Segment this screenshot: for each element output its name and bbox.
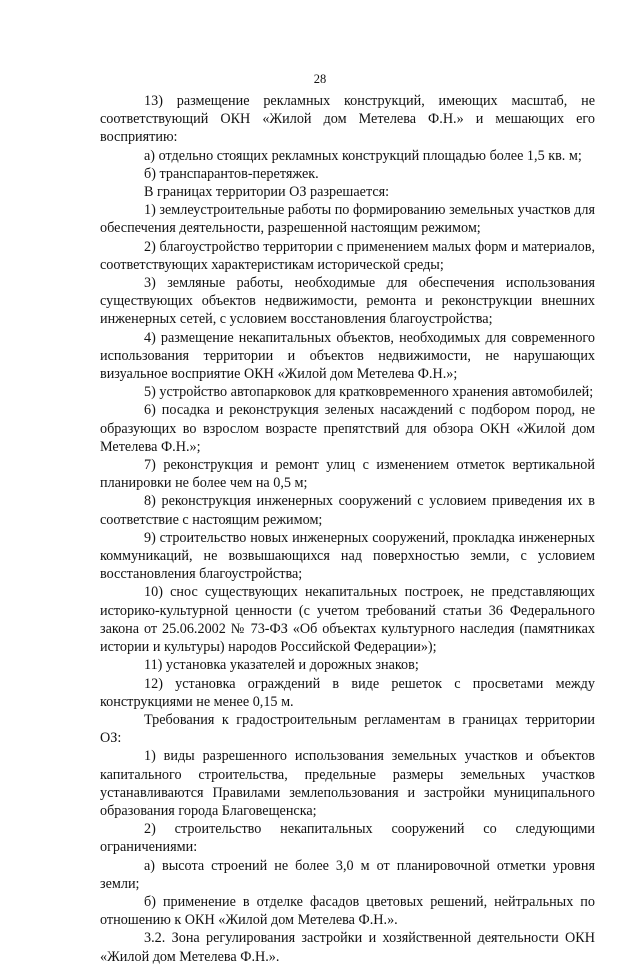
paragraph: 10) снос существующих некапитальных построек, не представляющих историко-культурной ценности (с учетом требований статьи 36 Федерального закона от 25.06.2002 № 73-ФЗ «Об объектах культурного наследия (памятниках истории и культуры) народов Российской Федерации»); [100,584,595,656]
paragraph: 13) размещение рекламных конструкций, имеющих масштаб, не соответствующий ОКН «Жилой дом Метелева Ф.Н.» и мешающих его восприятию: [100,93,595,146]
paragraph: а) отдельно стоящих рекламных конструкций площадью более 1,5 кв. м; [144,147,582,164]
paragraph: 8) реконструкция инженерных сооружений с условием приведения их в соответствие с настоящим режимом; [100,493,595,528]
paragraph: В границах территории ОЗ разрешается: [144,184,390,201]
paragraph: 6) посадка и реконструкция зеленых насаждений с подбором пород, не образующих во взрослом возрасте препятствий для обзора ОКН «Жилой дом Метелева Ф.Н.»; [100,402,595,455]
paragraph: 11) установка указателей и дорожных знаков; [144,657,419,674]
paragraph: 1) виды разрешенного использования земельных участков и объектов капитального строительства, предельные размеры земельных участков устанавливаются Правилами землепользования и застройки муниципального образования города Благовещенска; [100,748,595,819]
paragraph: 4) размещение некапитальных объектов, необходимых для современного использования территории и объектов недвижимости, не нарушающих визуальное восприятие ОКН «Жилой дом Метелева Ф.Н.»; [100,329,595,383]
paragraph: Требования к градостроительным регламентам в границах территории ОЗ: [100,711,595,747]
paragraph: а) высота строений не более 3,0 м от планировочной отметки уровня земли; [100,857,595,892]
paragraph: 2) строительство некапитальных сооружений со следующими ограничениями: [100,821,595,856]
paragraph: б) применение в отделке фасадов цветовых решений, нейтральных по отношению к ОКН «Жилой дом Метелева Ф.Н.». [100,893,595,929]
page-number: 28 [313,72,327,86]
paragraph: 3.2. Зона регулирования застройки и хозяйственной деятельности ОКН «Жилой дом Метелева Ф.Н.». [100,930,595,965]
paragraph: 1) землеустроительные работы по формированию земельных участков для обеспечения деятельности, разрешенной настоящим режимом; [100,202,595,237]
paragraph: 5) устройство автопарковок для кратковременного хранения автомобилей; [144,384,594,401]
paragraph: 12) установка ограждений в виде решеток с просветами между конструкциями не менее 0,15 м. [100,675,595,710]
paragraph: 3) земляные работы, необходимые для обеспечения использования существующих объектов недвижимости, ремонта и реконструкции внешних инженерных сетей, с условием восстановления благоустройства; [100,275,595,328]
paragraph: 9) строительство новых инженерных сооружений, прокладка инженерных коммуникаций, не возвышающихся над поверхностью земли, с условием восстановления благоустройства; [100,529,595,583]
paragraph: 2) благоустройство территории с применением малых форм и материалов, соответствующих характеристикам исторической среды; [100,238,595,273]
document-body [100,92,595,966]
paragraph: 7) реконструкция и ремонт улиц с изменением отметок вертикальной планировки не более чем на 0,5 м; [100,457,595,492]
paragraph: б) транспарантов-перетяжек. [144,165,319,182]
